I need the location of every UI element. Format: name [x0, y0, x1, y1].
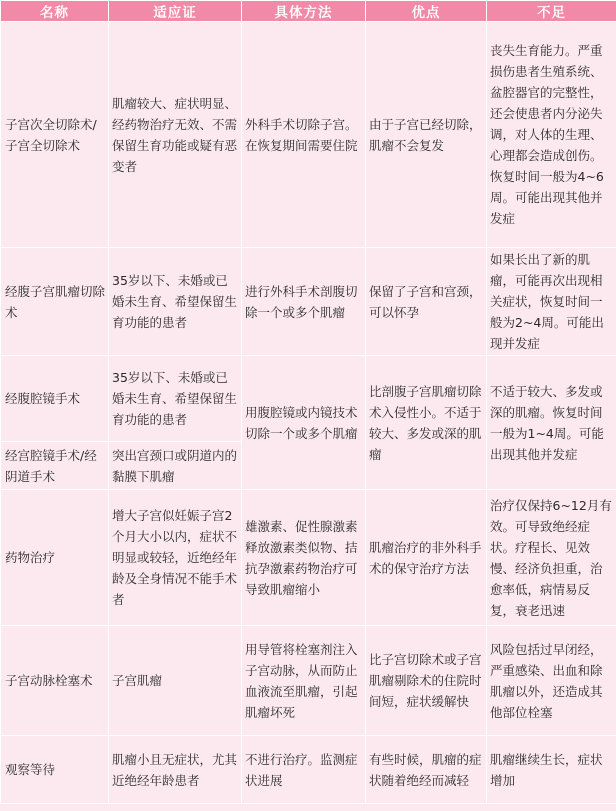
cell-advantage: 有些时候，肌瘤的症状随着绝经而减轻: [366, 736, 487, 804]
cell-name: 药物治疗: [1, 490, 109, 626]
cell-advantage: 保留了子宫和宫颈，可以怀孕: [366, 248, 487, 356]
cell-advantage: 比剖腹子宫肌瘤切除术入侵性小。不适于较大、多发或深的肌瘤: [366, 356, 487, 490]
cell-indication: 子宫肌瘤: [109, 626, 242, 736]
cell-method: 用导管将栓塞剂注入子宫动脉，从而防止血液流至肌瘤，引起肌瘤坏死: [242, 626, 366, 736]
cell-shortcoming: 治疗仅保持6~12月有效。可导致绝经症状。疗程长、见效慢、经济负担重，治愈率低，病情易反复，衰老迅速: [487, 490, 616, 626]
table-row: [1, 22, 616, 248]
cell-indication: 突出宫颈口或阴道内的黏膜下肌瘤: [109, 442, 242, 490]
cell-indication: 肌瘤较大、症状明显、经药物治疗无效、不需保留生育功能或疑有恶变者: [109, 22, 242, 248]
cell-name: 子宫次全切除术/子宫全切除术: [1, 22, 109, 248]
header-indication: 适应证: [109, 1, 242, 22]
cell-shortcoming: 如果长出了新的肌瘤，可能再次出现相关症状，恢复时间一般为2~4周。可能出现并发症: [487, 248, 616, 356]
cell-method: 用腹腔镜或内镜技术切除一个或多个肌瘤: [242, 356, 366, 490]
table-row: [1, 490, 616, 626]
cell-name: 观察等待: [1, 736, 109, 804]
cell-name: 经腹腔镜手术: [1, 356, 109, 442]
cell-method: 雄激素、促性腺激素释放激素类似物、拮抗孕激素药物治疗可导致肌瘤缩小: [242, 490, 366, 626]
cell-advantage: 肌瘤治疗的非外科手术的保守治疗方法: [366, 490, 487, 626]
header-row: [1, 1, 616, 22]
table-row: [1, 626, 616, 736]
cell-method: 外科手术切除子宫。在恢复期间需要住院: [242, 22, 366, 248]
cell-name: 经宫腔镜手术/经阴道手术: [1, 442, 109, 490]
cell-shortcoming: 丧失生育能力。严重损伤患者生殖系统、盆腔器官的完整性，还会使患者内分泌失调，对人体的生理、心理都会造成创伤。恢复时间一般为4~6周。可能出现其他并发症: [487, 22, 616, 248]
table-row: [1, 736, 616, 804]
cell-indication: 35岁以下、未婚或已婚未生育、希望保留生育功能的患者: [109, 248, 242, 356]
cell-name: 子宫动脉栓塞术: [1, 626, 109, 736]
table-row: [1, 356, 616, 442]
cell-method: 进行外科手术剖腹切除一个或多个肌瘤: [242, 248, 366, 356]
cell-name: 经腹子宫肌瘤切除术: [1, 248, 109, 356]
cell-indication: 增大子宫似妊娠子宫2个月大小以内，症状不明显或较轻，近绝经年龄及全身情况不能手术者: [109, 490, 242, 626]
cell-method: 不进行治疗。监测症状进展: [242, 736, 366, 804]
header-name: 名称: [1, 1, 109, 22]
cell-shortcoming: 肌瘤继续生长，症状增加: [487, 736, 616, 804]
header-advantage: 优点: [366, 1, 487, 22]
table-row: [1, 248, 616, 356]
header-shortcoming: 不足: [487, 1, 616, 22]
header-method: 具体方法: [242, 1, 366, 22]
cell-advantage: 由于子宫已经切除，肌瘤不会复发: [366, 22, 487, 248]
cell-indication: 肌瘤小且无症状，尤其近绝经年龄患者: [109, 736, 242, 804]
cell-shortcoming: 不适于较大、多发或深的肌瘤。恢复时间一般为1~4周。可能出现其他并发症: [487, 356, 616, 490]
cell-indication: 35岁以下、未婚或已婚未生育、希望保留生育功能的患者: [109, 356, 242, 442]
cell-advantage: 比子宫切除术或子宫肌瘤剔除术的住院时间短，症状缓解快: [366, 626, 487, 736]
cell-shortcoming: 风险包括过早闭经，严重感染、出血和除肌瘤以外，还造成其他部位栓塞: [487, 626, 616, 736]
